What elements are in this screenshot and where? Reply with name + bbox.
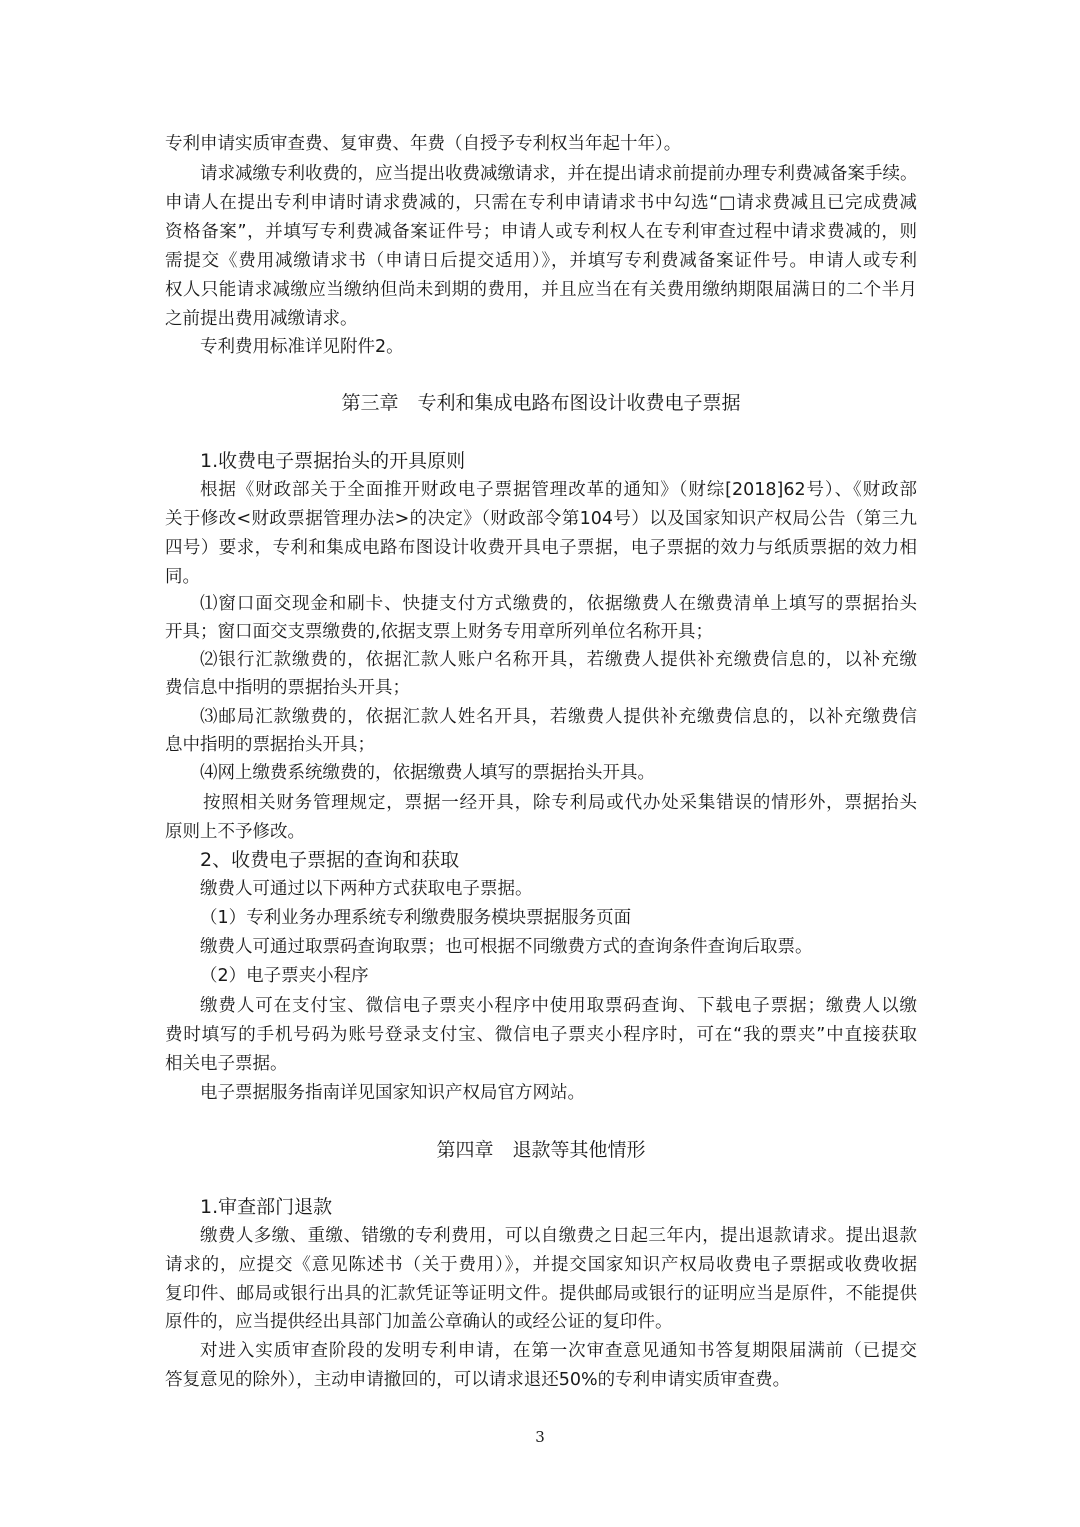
text-line: 原则上不予修改。 (165, 822, 305, 842)
text-line: 复印件、邮局或银行出具的汇款凭证等证明文件。提供邮局或银行的证明应当是原件，不能提供 (165, 1284, 917, 1304)
text-line: 权人只能请求减缴应当缴纳但尚未到期的费用，并且应当在有关费用缴纳期限届满日的二个半月 (165, 280, 917, 300)
text-line: 请求的，应提交《意见陈述书（关于费用）》，并提交国家知识产权局收费电子票据或收费收据 (165, 1255, 917, 1275)
text-line: 费时填写的手机号码为账号登录支付宝、微信电子票夹小程序时，可在“我的票夹”中直接获取 (165, 1025, 917, 1045)
text-line: （1）专利业务办理系统专利缴费服务模块票据服务页面 (200, 908, 632, 928)
text-line: 缴费人可通过取票码查询取票；也可根据不同缴费方式的查询条件查询后取票。 (200, 937, 813, 957)
text-line: 相关电子票据。 (165, 1054, 288, 1074)
text-line: ⑴窗口面交现金和刷卡、快捷支付方式缴费的，依据缴费人在缴费清单上填写的票据抬头 (200, 594, 917, 614)
text-line: 四号）要求，专利和集成电路布图设计收费开具电子票据，电子票据的效力与纸质票据的效力相 (165, 538, 917, 558)
text-line: 电子票据服务指南详见国家知识产权局官方网站。 (200, 1083, 585, 1103)
text-line: 专利申请实质审查费、复审费、年费（自授予专利权当年起十年）。 (165, 134, 682, 154)
text-line: 费信息中指明的票据抬头开具； (165, 678, 410, 698)
text-line: 缴费人可通过以下两种方式获取电子票据。 (200, 879, 533, 899)
text-line: 专利费用标准详见附件2。 (200, 337, 404, 357)
section-heading: 1.审查部门退款 (200, 1196, 333, 1218)
text-line: ⑶邮局汇款缴费的，依据汇款人姓名开具，若缴费人提供补充缴费信息的，以补充缴费信 (200, 707, 917, 727)
text-line: 缴费人多缴、重缴、错缴的专利费用，可以自缴费之日起三年内，提出退款请求。提出退款 (200, 1226, 917, 1246)
chapter-heading: 第三章 专利和集成电路布图设计收费电子票据 (341, 392, 741, 414)
section-heading: 2、收费电子票据的查询和获取 (200, 849, 460, 871)
text-line: 请求减缴专利收费的，应当提出收费减缴请求，并在提出请求前提前办理专利费减备案手续。 (200, 164, 917, 184)
text-line: 需提交《费用减缴请求书（申请日后提交适用）》，并填写专利费减备案证件号。申请人或专利 (165, 251, 917, 271)
text-line: 之前提出费用减缴请求。 (165, 309, 358, 329)
text-line: 开具；窗口面交支票缴费的,依据支票上财务专用章所列单位名称开具； (165, 622, 714, 642)
text-line: 关于修改<财政票据管理办法>的决定》（财政部令第104号）以及国家知识产权局公告（第三九 (165, 509, 917, 529)
text-line: （2）电子票夹小程序 (200, 966, 369, 986)
text-line: 资格备案”，并填写专利费减备案证件号；申请人或专利权人在专利审查过程中请求费减的，则 (165, 222, 917, 242)
page-number: 3 (535, 1428, 545, 1446)
text-line: 根据《财政部关于全面推开财政电子票据管理改革的通知》（财综[2018]62号）、《财政部 (200, 480, 917, 500)
text-line: 息中指明的票据抬头开具； (165, 735, 375, 755)
text-line: 申请人在提出专利申请时请求费减的，只需在专利申请请求书中勾选“□请求费减且已完成费减 (165, 193, 917, 213)
text-line: 原件的，应当提供经出具部门加盖公章确认的或经公证的复印件。 (165, 1312, 673, 1332)
text-line: 答复意见的除外），主动申请撤回的，可以请求退还50%的专利申请实质审查费。 (165, 1370, 791, 1390)
text-line: 按照相关财务管理规定，票据一经开具，除专利局或代办处采集错误的情形外，票据抬头 (203, 793, 917, 813)
text-line: 缴费人可在支付宝、微信电子票夹小程序中使用取票码查询、下载电子票据；缴费人以缴 (200, 996, 917, 1016)
text-line: ⑵银行汇款缴费的，依据汇款人账户名称开具，若缴费人提供补充缴费信息的，以补充缴 (200, 650, 917, 670)
section-heading: 1.收费电子票据抬头的开具原则 (200, 450, 466, 472)
chapter-heading: 第四章 退款等其他情形 (436, 1139, 646, 1161)
text-line: ⑷网上缴费系统缴费的，依据缴费人填写的票据抬头开具。 (200, 763, 655, 783)
text-line: 对进入实质审查阶段的发明专利申请，在第一次审查意见通知书答复期限届满前（已提交 (200, 1341, 917, 1361)
text-line: 同。 (165, 567, 200, 587)
